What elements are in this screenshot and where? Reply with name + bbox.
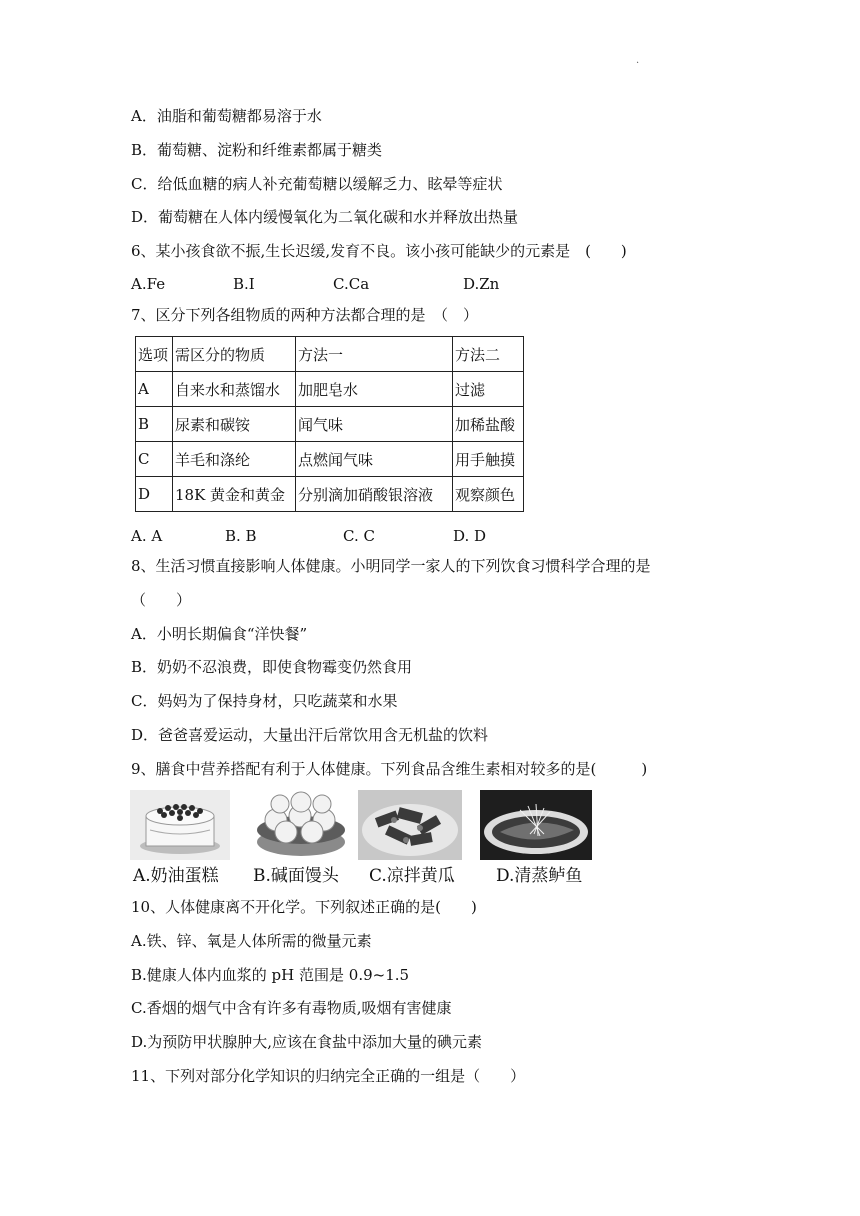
table-cell: A <box>136 372 173 407</box>
q8-option-a: A．小明长期偏食“洋快餐” <box>131 625 308 643</box>
table-row <box>136 372 524 407</box>
table-cell: 闻气味 <box>296 407 453 442</box>
cream-cake-image <box>130 790 230 860</box>
table-cell: 观察颜色 <box>453 477 524 512</box>
q5-option-a: A．油脂和葡萄糖都易溶于水 <box>131 107 322 125</box>
steamed-buns-image <box>254 790 348 860</box>
q9-food-images <box>130 790 600 862</box>
q10-option-a: A.铁、锌、氧是人体所需的微量元素 <box>131 932 372 950</box>
q11-stem: 11、下列对部分化学知识的归纳完全正确的一组是（ ） <box>131 1067 526 1085</box>
table-cell: 方法二 <box>453 337 524 372</box>
q9-caption-b: B.碱面馒头 <box>253 866 339 886</box>
table-cell: 羊毛和涤纶 <box>173 442 296 477</box>
q9-caption-a: A.奶油蛋糕 <box>133 866 219 886</box>
q6-option-c: C.Ca <box>333 275 370 293</box>
q6-option-d: D.Zn <box>463 275 500 293</box>
table-row <box>136 407 524 442</box>
q7-option-a: A. A <box>131 527 163 545</box>
table-cell: 方法一 <box>296 337 453 372</box>
q10-option-b: B.健康人体内血浆的 pH 范围是 0.9~1.5 <box>131 966 410 984</box>
q5-option-d: D．葡萄糖在人体内缓慢氧化为二氧化碳和水并释放出热量 <box>131 208 519 226</box>
q6-option-b: B.I <box>233 275 255 293</box>
q8-option-b: B．奶奶不忍浪费，即使食物霉变仍然食用 <box>131 658 413 676</box>
q9-stem: 9、膳食中营养搭配有利于人体健康。下列食品含维生素相对较多的是( ) <box>131 760 648 778</box>
q9-caption-c: C.凉拌黄瓜 <box>369 866 455 886</box>
table-cell: 18K 黄金和黄金 <box>173 477 296 512</box>
table-row <box>136 477 524 512</box>
table-cell: 过滤 <box>453 372 524 407</box>
table-cell: 尿素和碳铵 <box>173 407 296 442</box>
q8-option-d: D．爸爸喜爱运动，大量出汗后常饮用含无机盐的饮料 <box>131 726 489 744</box>
q10-stem: 10、人体健康离不开化学。下列叙述正确的是( ) <box>131 898 477 916</box>
page-mark: · <box>636 58 640 69</box>
table-cell: B <box>136 407 173 442</box>
q7-table <box>135 336 524 512</box>
table-cell: 需区分的物质 <box>173 337 296 372</box>
steamed-perch-image <box>480 790 592 860</box>
table-row <box>136 337 524 372</box>
table-cell: 加肥皂水 <box>296 372 453 407</box>
q8-stem: 8、生活习惯直接影响人体健康。小明同学一家人的下列饮食习惯科学合理的是 <box>131 557 651 575</box>
table-cell: 用手触摸 <box>453 442 524 477</box>
table-cell: 选项 <box>136 337 173 372</box>
q10-option-c: C.香烟的烟气中含有许多有毒物质,吸烟有害健康 <box>131 999 452 1017</box>
table-cell: C <box>136 442 173 477</box>
q7-option-c: C. C <box>343 527 375 545</box>
table-cell: 加稀盐酸 <box>453 407 524 442</box>
q8-option-c: C．妈妈为了保持身材，只吃蔬菜和水果 <box>131 692 398 710</box>
cucumber-salad-image <box>358 790 462 860</box>
q9-caption-d: D.清蒸鲈鱼 <box>496 866 583 886</box>
table-cell: 自来水和蒸馏水 <box>173 372 296 407</box>
table-row <box>136 442 524 477</box>
table-cell: 点燃闻气味 <box>296 442 453 477</box>
table-cell: D <box>136 477 173 512</box>
q5-option-c: C．给低血糖的病人补充葡萄糖以缓解乏力、眩晕等症状 <box>131 175 503 193</box>
q6-option-a: A.Fe <box>131 275 166 293</box>
q7-stem: 7、区分下列各组物质的两种方法都合理的是 （ ） <box>131 306 479 324</box>
q8-stem-paren: （ ） <box>131 591 192 609</box>
q5-option-b: B．葡萄糖、淀粉和纤维素都属于糖类 <box>131 141 383 159</box>
q10-option-d: D.为预防甲状腺肿大,应该在食盐中添加大量的碘元素 <box>131 1033 483 1051</box>
q7-option-b: B. B <box>225 527 257 545</box>
q7-option-d: D. D <box>453 527 487 545</box>
table-cell: 分别滴加硝酸银溶液 <box>296 477 453 512</box>
q6-stem: 6、某小孩食欲不振,生长迟缓,发育不良。该小孩可能缺少的元素是 ( ) <box>131 242 627 260</box>
